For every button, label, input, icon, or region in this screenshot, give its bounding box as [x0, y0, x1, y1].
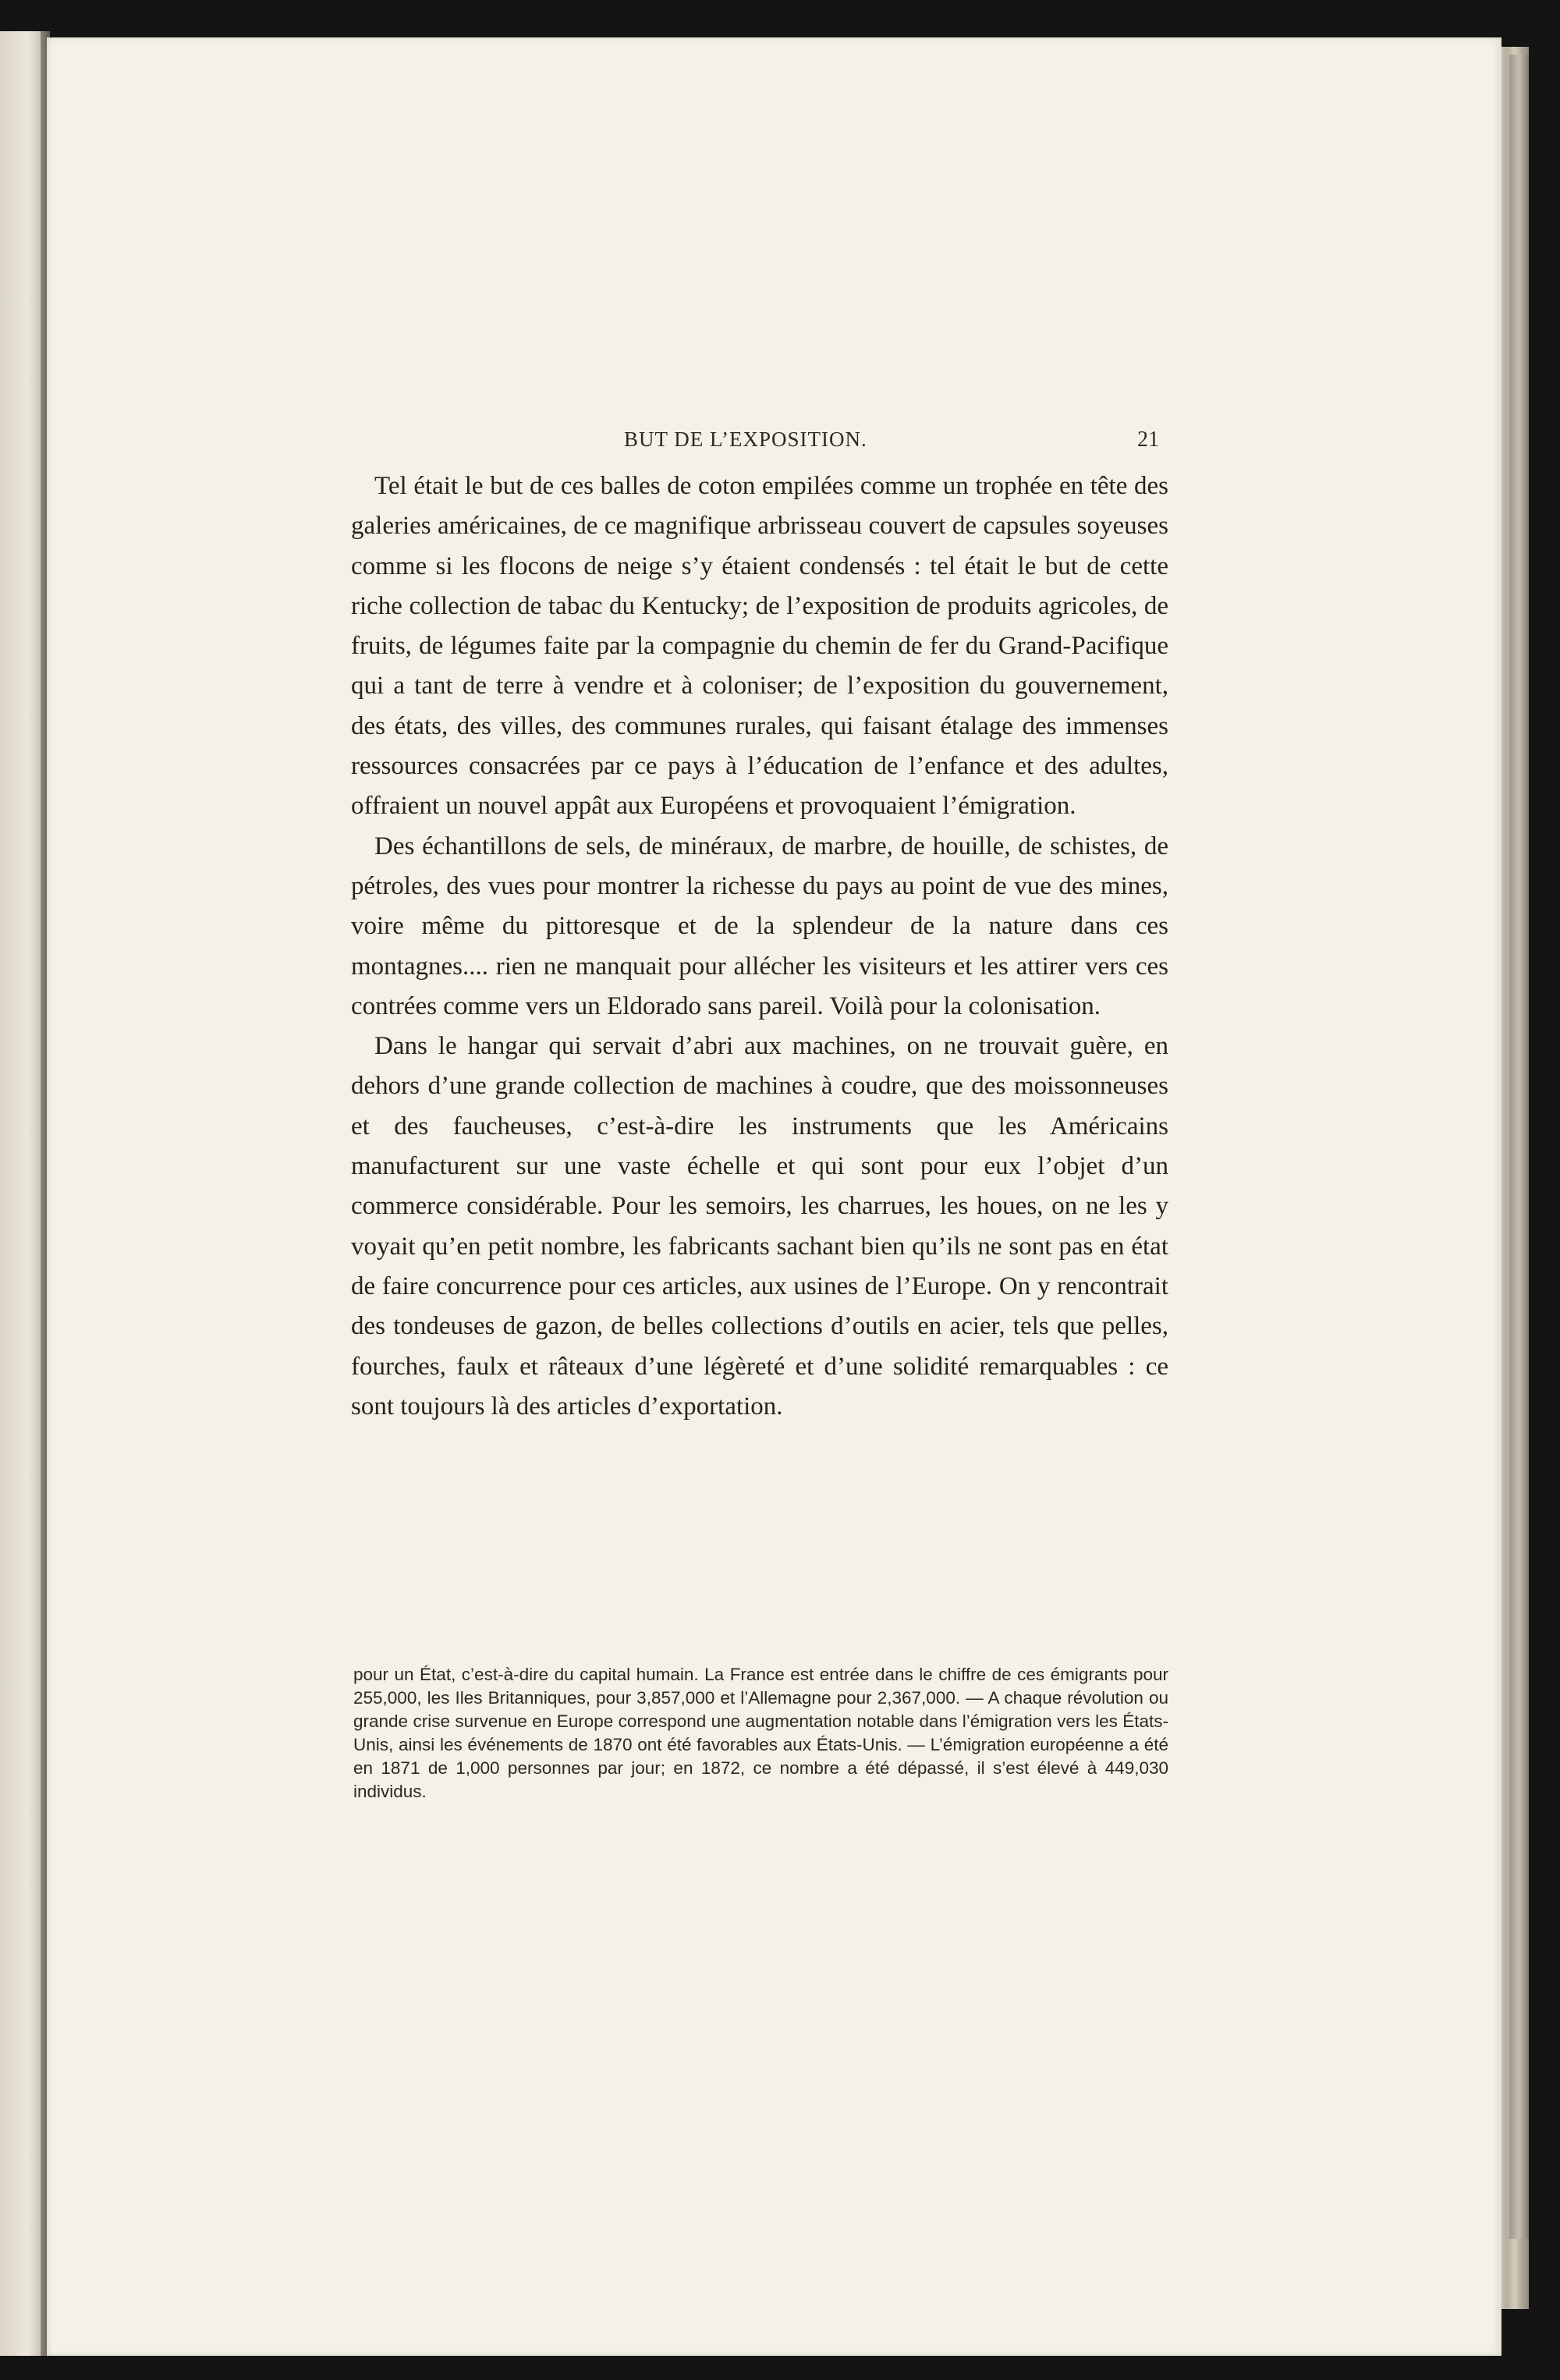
paragraph-3: Dans le hangar qui servait d’abri aux machines, on ne trouvait guère, en dehors d’une grande collection de machines à coudre, que des moissonneuses et des faucheuses, c’est-à-dire les instruments que les Américains manufacturent sur une vaste échelle et qui sont pour eux l’objet d’un commerce considérable. Pour les semoirs, les charrues, les houes, on ne les y voyait qu’en petit nombre, les fabricants sachant bien qu’ils ne sont pas en état de faire concurrence pour ces articles, aux usines de l’Europe. On y rencontrait des tondeuses de gazon, de belles collections d’outils en acier, tels que pelles, fourches, faulx et râteaux d’une légèreté et d’une solidité remarquables : ce sont toujours là des articles d’exportation. — [351, 1032, 1168, 1421]
previous-page-edge — [0, 31, 47, 2356]
footnote: pour un État, c’est-à-dire du capital humain. La France est entrée dans le chiffre de ces émigrants pour 255,000, les Iles Britanniques, pour 3,857,000 et l’Allemagne pour 2,367,000. — A chaque révolution ou grande crise survenue en Europe correspond une augmentation notable dans l’émigration vers les États-Unis, ainsi les événements de 1870 ont été favorables aux États-Unis. — L’émigration européenne a été en 1871 de 1,000 personnes par jour; en 1872, ce nombre a été dépassé, il s’est élevé à 449,030 individus. — [353, 1665, 1168, 1801]
paragraph-2: Des échantillons de sels, de minéraux, de marbre, de houille, de schistes, de pétroles, des vues pour montrer la richesse du pays au point de vue des mines, voire même du pittoresque et de la splendeur de la nature dans ces montagnes.... rien ne manquait pour allécher les visiteurs et les attirer vers ces contrées comme vers un Eldorado sans pareil. Voilà pour la colonisation. — [351, 832, 1168, 1020]
body-text — [351, 466, 1168, 1427]
page-stack-edge-inner — [1509, 55, 1529, 2239]
running-header: BUT DE L’EXPOSITION. — [624, 427, 867, 451]
paragraph-1: Tel était le but de ces balles de coton empilées comme un trophée en tête des galeries américaines, de ce magnifique arbrisseau couvert de capsules soyeuses comme si les flocons de neige s’y étaient condensés : tel était le but de cette riche collection de tabac du Kentucky; de l’exposition de produits agricoles, de fruits, de légumes faite par la compagnie du chemin de fer du Grand-Pacifique qui a tant de terre à vendre et à coloniser; de l’exposition du gouvernement, des états, des villes, des communes rurales, qui faisant étalage des immenses ressources consacrées par ce pays à l’éducation de l’enfance et des adultes, offraient un nouvel appât aux Européens et provoquaient l’émigration. — [351, 472, 1168, 821]
book-page — [47, 37, 1502, 2356]
page-number: 21 — [1137, 427, 1159, 452]
